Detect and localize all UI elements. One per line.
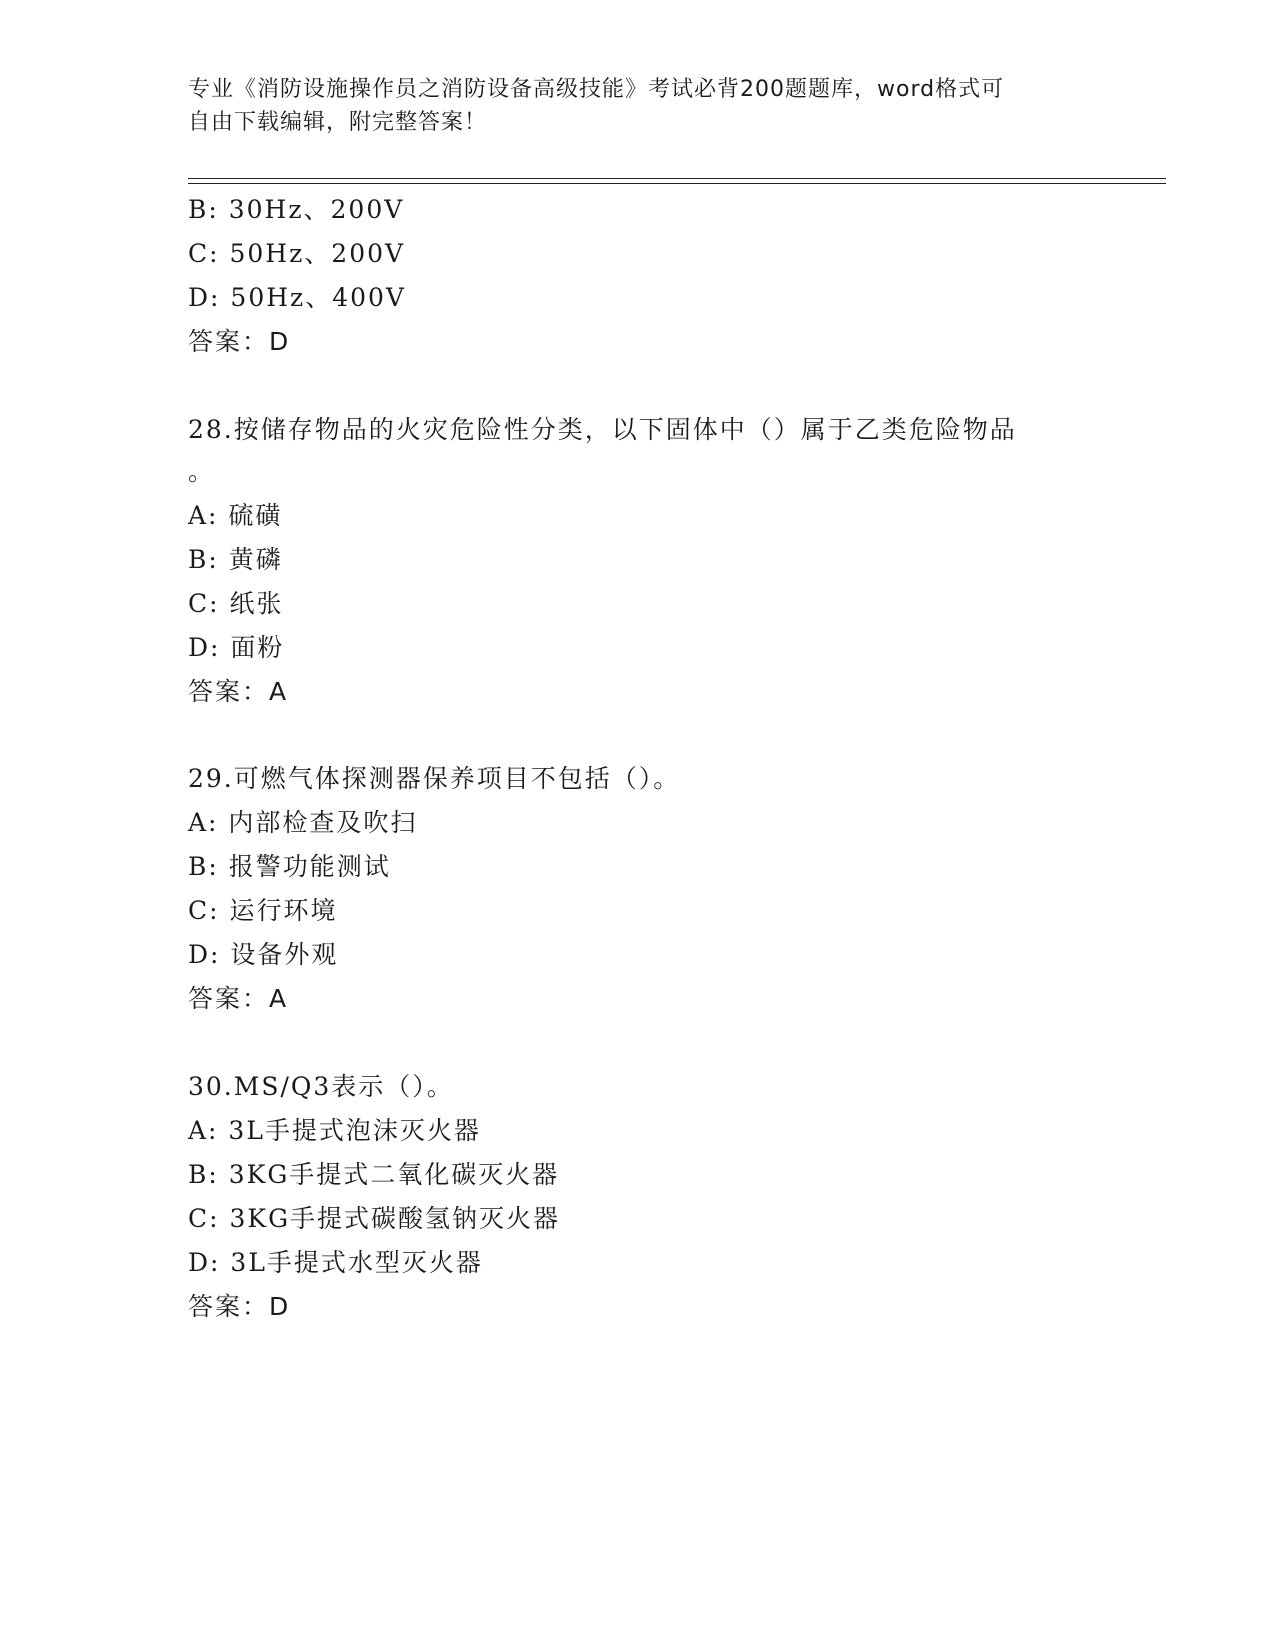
option-c: C: 50Hz、200V	[188, 239, 406, 268]
option-b: B: 黄磷	[188, 545, 283, 574]
option-c: C: 运行环境	[188, 896, 338, 925]
option-a: A: 3L手提式泡沫灭火器	[188, 1116, 481, 1145]
question-stem: 29.可燃气体探测器保养项目不包括（）。	[188, 764, 681, 793]
option-d: D: 50Hz、400V	[188, 283, 406, 312]
question-stem-continued: 。	[188, 457, 216, 486]
answer: 答案：D	[188, 327, 291, 356]
question-stem: 30.MS/Q3表示（）。	[188, 1072, 454, 1101]
question-stem: 28.按储存物品的火灾危险性分类，以下固体中（）属于乙类危险物品	[188, 415, 1017, 444]
option-c: C: 3KG手提式碳酸氢钠灭火器	[188, 1204, 561, 1233]
option-d: D: 设备外观	[188, 940, 339, 969]
answer: 答案：A	[188, 677, 289, 706]
header-line-2: 自由下载编辑，附完整答案！	[188, 110, 488, 135]
option-a: A: 硫磺	[188, 501, 283, 530]
answer: 答案：D	[188, 1292, 291, 1321]
document-header	[188, 73, 1088, 139]
option-d: D: 3L手提式水型灭火器	[188, 1248, 483, 1277]
option-d: D: 面粉	[188, 633, 285, 662]
option-b: B: 3KG手提式二氧化碳灭火器	[188, 1160, 560, 1189]
header-line-1: 专业《消防设施操作员之消防设备高级技能》考试必背200题题库，word格式可	[188, 77, 1005, 102]
answer: 答案：A	[188, 984, 289, 1013]
header-divider-top	[188, 178, 1166, 179]
header-divider-bottom	[188, 183, 1166, 184]
option-b: B: 30Hz、200V	[188, 195, 405, 224]
option-a: A: 内部检查及吹扫	[188, 808, 418, 837]
option-c: C: 纸张	[188, 589, 284, 618]
option-b: B: 报警功能测试	[188, 852, 391, 881]
